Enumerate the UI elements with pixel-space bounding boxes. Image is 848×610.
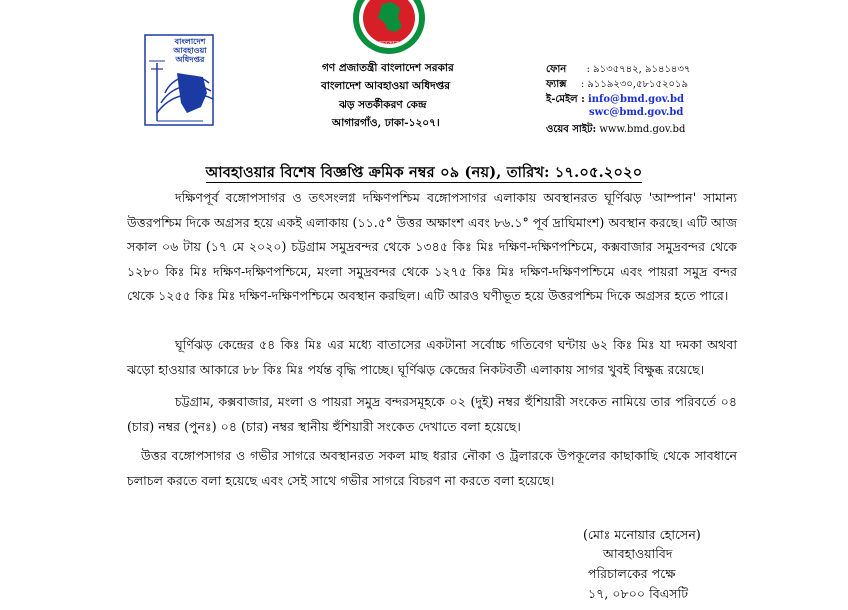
signature-designation: আবহাওয়াবিদ [603,546,673,561]
seal-text: সরকার [379,40,399,48]
header-center: ঝড় সতর্কীকরণ কেন্দ্র [339,99,427,111]
government-seal [352,0,426,54]
bmd-logo-text-2: আবহাওয়া [173,45,207,55]
phone-label: ফোন [546,64,567,75]
notice-title-text: আবহাওয়ার বিশেষ বিজ্ঞপ্তি ক্রমিক নম্বর ০৯ (নয়), তারিখ: ১৭.০৫.২০২০ [205,164,643,181]
phone-value: : ৯১৩৫৭৪২, ৯১৪১৪৩৭ [586,64,691,75]
signature-time: ১৭, ০৮০০ বিএসটি [588,586,689,601]
bmd-logo [143,33,215,127]
paragraph-4: উত্তর বঙ্গোপসাগর ও গভীর সাগরে অবস্থানরত সকল মাছ ধরার নৌকা ও ট্রলারকে উপকূলের কাছাকাছি থেকে সাবধানে চলাচল করতে বলা হয়েছে এবং সেই সাথে গভীর সাগরে বিচরণ না করতে বলা হয়েছে। [127,448,737,488]
signature-name: (মোঃ মনোয়ার হোসেন) [583,527,701,542]
fax-label: ফ্যাক্স [546,79,567,90]
bmd-logo-text-1: বাংলাদেশ [174,36,206,46]
email-link-swc[interactable]: swc@bmd.gov.bd [589,107,684,118]
notice-title [0,162,848,186]
contact-website [546,122,685,139]
contact-email-2 [589,107,683,118]
header-department: বাংলাদেশ আবহাওয়া অধিদপ্তর [321,80,451,92]
paragraph-3: চট্টগ্রাম, কক্সবাজার, মংলা ও পায়রা সমুদ্র বন্দরসমূহকে ০২ (দুই) নম্বর হুঁশিয়ারী সংকেত নামিয়ে তার পরিবর্তে ০৪ (চার) নম্বর (পুনঃ) ০৪ (চার) নম্বর স্থানীয় হুঁশিয়ারী সংকেত দেখাতে বলা হয়েছে। [127,394,737,434]
bmd-logo-text-3: অধিদপ্তর [175,54,205,64]
paragraph-2: ঘূর্ণিঝড় কেন্দ্রের ৫৪ কিঃ মিঃ এর মধ্যে বাতাসের একটানা সর্বোচ্চ গতিবেগ ঘন্টায় ৬২ কিঃ মিঃ যা দমকা অথবা ঝড়ো হাওয়ার আকারে ৮৮ কিঃ মিঃ পর্যন্ত বৃদ্ধি পাচ্ছে। ঘূর্ণিঝড় কেন্দ্রের নিকটবর্তী এলাকায় সাগর খুবই বিক্ষুব্ধ রয়েছে। [127,337,737,377]
header-address: আগারগাঁও, ঢাকা-১২০৭। [332,117,440,129]
header-govt: গণ প্রজাতন্ত্রী বাংলাদেশ সরকার [322,62,454,74]
web-label: ওয়েব সাইট: [546,124,597,135]
paragraph-1: দক্ষিণপূর্ব বঙ্গোপসাগর ও তৎসংলগ্ন দক্ষিণপশ্চিম বঙ্গোপসাগর এলাকায় অবস্থানরত ঘূর্ণিঝড় 'আম্পান' সামান্য উত্তরপশ্চিম দিকে অগ্রসর হয়ে একই এলাকায় (১১.৫° উত্তর অক্ষাংশ এবং ৮৬.১° পূর্ব দ্রাঘিমাংশ) অবস্থান করছে। এটি আজ সকাল ০৬ টায় (১৭ মে ২০২০) চট্টগ্রাম সমুদ্রবন্দর থেকে ১৩৪৫ কিঃ মিঃ দক্ষিণ-দক্ষিণপশ্চিমে, কক্সবাজার সমুদ্রবন্দর থেকে ১২৮০ কিঃ মিঃ দক্ষিণ-দক্ষিণপশ্চিমে, মংলা সমুদ্রবন্দর থেকে ১২৭৫ কিঃ মিঃ দক্ষিণ-দক্ষিণপশ্চিমে এবং পায়রা সমুদ্র বন্দর থেকে ১২৫৫ কিঃ মিঃ দক্ষিণ-দক্ষিণপশ্চিমে অবস্থান করছিল। এটি আরও ঘণীভূত হয়ে উত্তরপশ্চিম দিকে অগ্রসর হতে পারে। [127,190,737,304]
web-value[interactable]: www.bmd.gov.bd [599,124,686,135]
email-label: ই-মেইল : [546,94,585,105]
email-link-info[interactable]: info@bmd.gov.bd [587,94,685,105]
signature-on-behalf: পরিচালকের পক্ষে [588,566,676,581]
fax-value: : ৯১১৯২৩০,৫৮১৫২০১৯ [580,79,688,90]
